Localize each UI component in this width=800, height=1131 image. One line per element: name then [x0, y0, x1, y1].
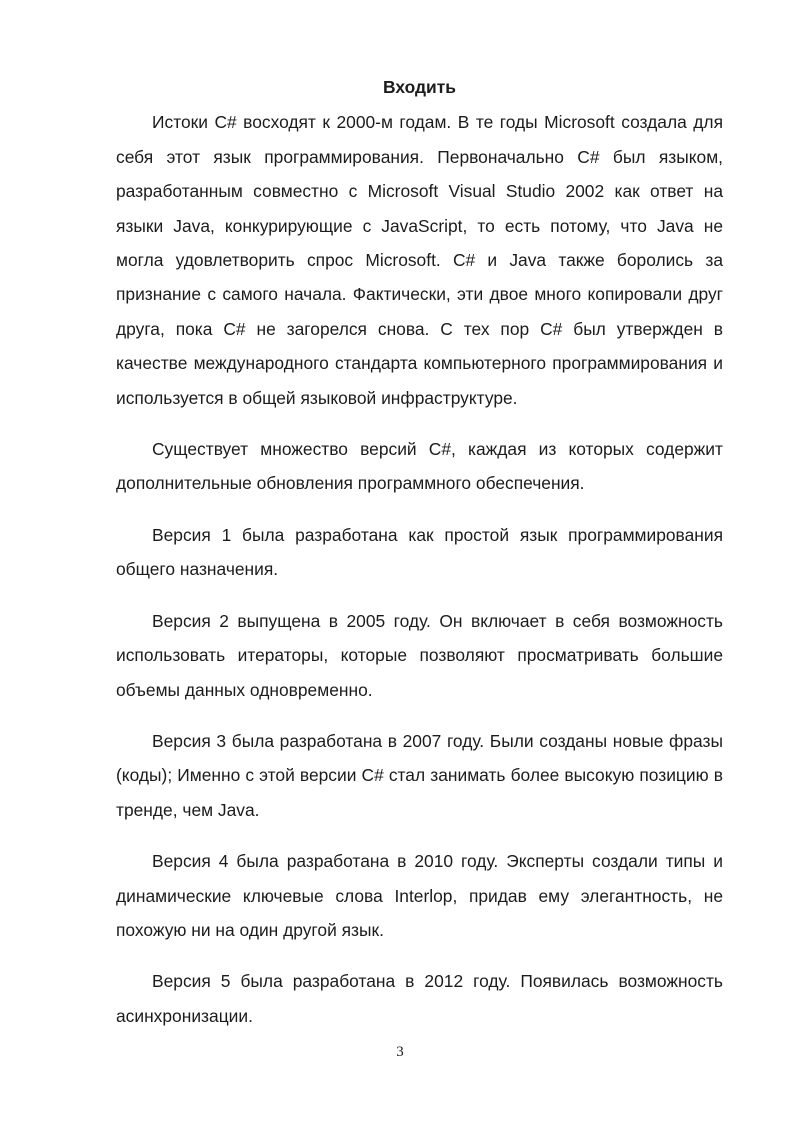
paragraph-version-4: Версия 4 была разработана в 2010 году. Эксперты создали типы и динамические ключевые слова Interlop, придав ему элегантность, не похожую ни на один другой язык.	[116, 851, 723, 940]
paragraph-version-1: Версия 1 была разработана как простой язык программирования общего назначения.	[116, 524, 723, 580]
paragraph-version-3: Версия 3 была разработана в 2007 году. Были созданы новые фразы (коды); Именно с этой версии C# стал занимать более высокую позицию в тренде, чем Java.	[116, 730, 723, 820]
paragraph-version-2: Версия 2 выпущена в 2005 году. Он включает в себя возможность использовать итераторы, которые позволяют просматривать большие объемы данных одновременно.	[116, 610, 723, 700]
paragraph-versions-intro: Существует множество версий C#, каждая из которых содержит дополнительные обновления программного обеспечения.	[116, 439, 723, 494]
paragraph-version-5: Версия 5 была разработана в 2012 году. Появилась возможность асинхронизации.	[116, 971, 723, 1026]
paragraph-history: Истоки C# восходят к 2000-м годам. В те годы Microsoft создала для себя этот язык программирования. Первоначально C# был языком, разработанным совместно с Microsoft Visual Studio 2002 как ответ на языки Java, конкурирующие с JavaScript, то есть потому, что Java не могла удовлетворить спрос Microsoft. C# и Java также боролись за признание с самого начала. Фактически, эти двое много копировали друг друга, пока C# не загорелся снова. С тех пор C# был утвержден в качестве международного стандарта компьютерного программирования и используется в общей языковой инфраструктуре.	[116, 112, 723, 408]
page-content	[116, 70, 723, 1050]
section-title: Входить	[383, 77, 456, 97]
page-number: 3	[396, 1044, 404, 1060]
